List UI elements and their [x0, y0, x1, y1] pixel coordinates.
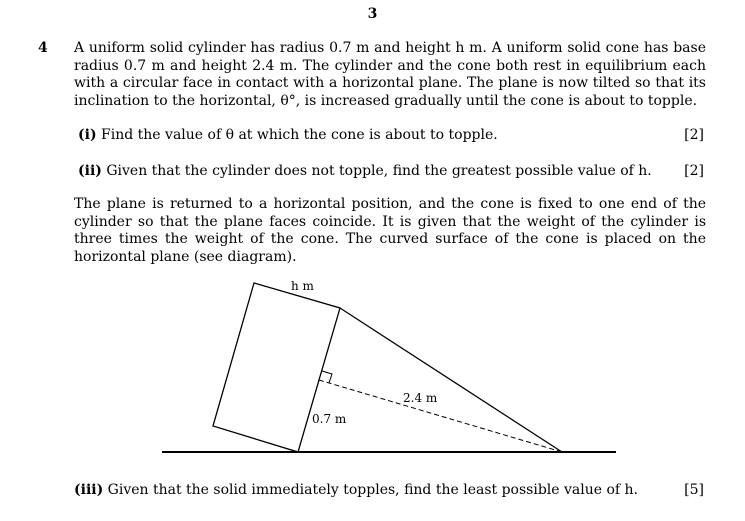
part-text: Find the value of θ at which the cone is about to topple.: [101, 127, 498, 143]
question-middle: The plane is returned to a horizontal position, and the cone is fixed to one end of the cylinder so that the plane faces coincide. It is given that the weight of the cylinder is three times the weight of the cone. The curved surface of the cone is placed on the horizontal plane (see diagram).: [74, 196, 706, 265]
part-text: Given that the cylinder does not topple, find the greatest possible value of h.: [106, 163, 652, 179]
part-marks: [5]: [684, 482, 704, 498]
part-text: Given that the solid immediately topples, find the least possible value of h.: [107, 482, 639, 498]
part-label: (i): [78, 127, 97, 143]
part-label: (iii): [74, 482, 104, 498]
part-marks: [2]: [684, 127, 704, 143]
part-marks: [2]: [684, 163, 704, 179]
cone-axis-dashed: [319, 380, 562, 452]
page-number: 3: [367, 6, 378, 22]
cylinder-outline: [213, 283, 340, 452]
part-iii: [74, 482, 704, 499]
question-number: 4: [38, 40, 48, 56]
part-label: (ii): [78, 163, 102, 179]
cone-side-upper: [340, 308, 562, 452]
label-cone-height: 2.4 m: [403, 391, 438, 405]
label-cylinder-height: h m: [291, 279, 314, 293]
question-intro: A uniform solid cylinder has radius 0.7 m and height h m. A uniform solid cone has base radius 0.7 m and height 2.4 m. The cylinder and the cone both rest in equilibrium each with a circular face in contact with a horizontal plane. The plane is now tilted so that its inclination to the horizontal, θ°, is increased gradually until the cone is about to topple.: [74, 40, 706, 109]
label-radius: 0.7 m: [312, 412, 347, 426]
